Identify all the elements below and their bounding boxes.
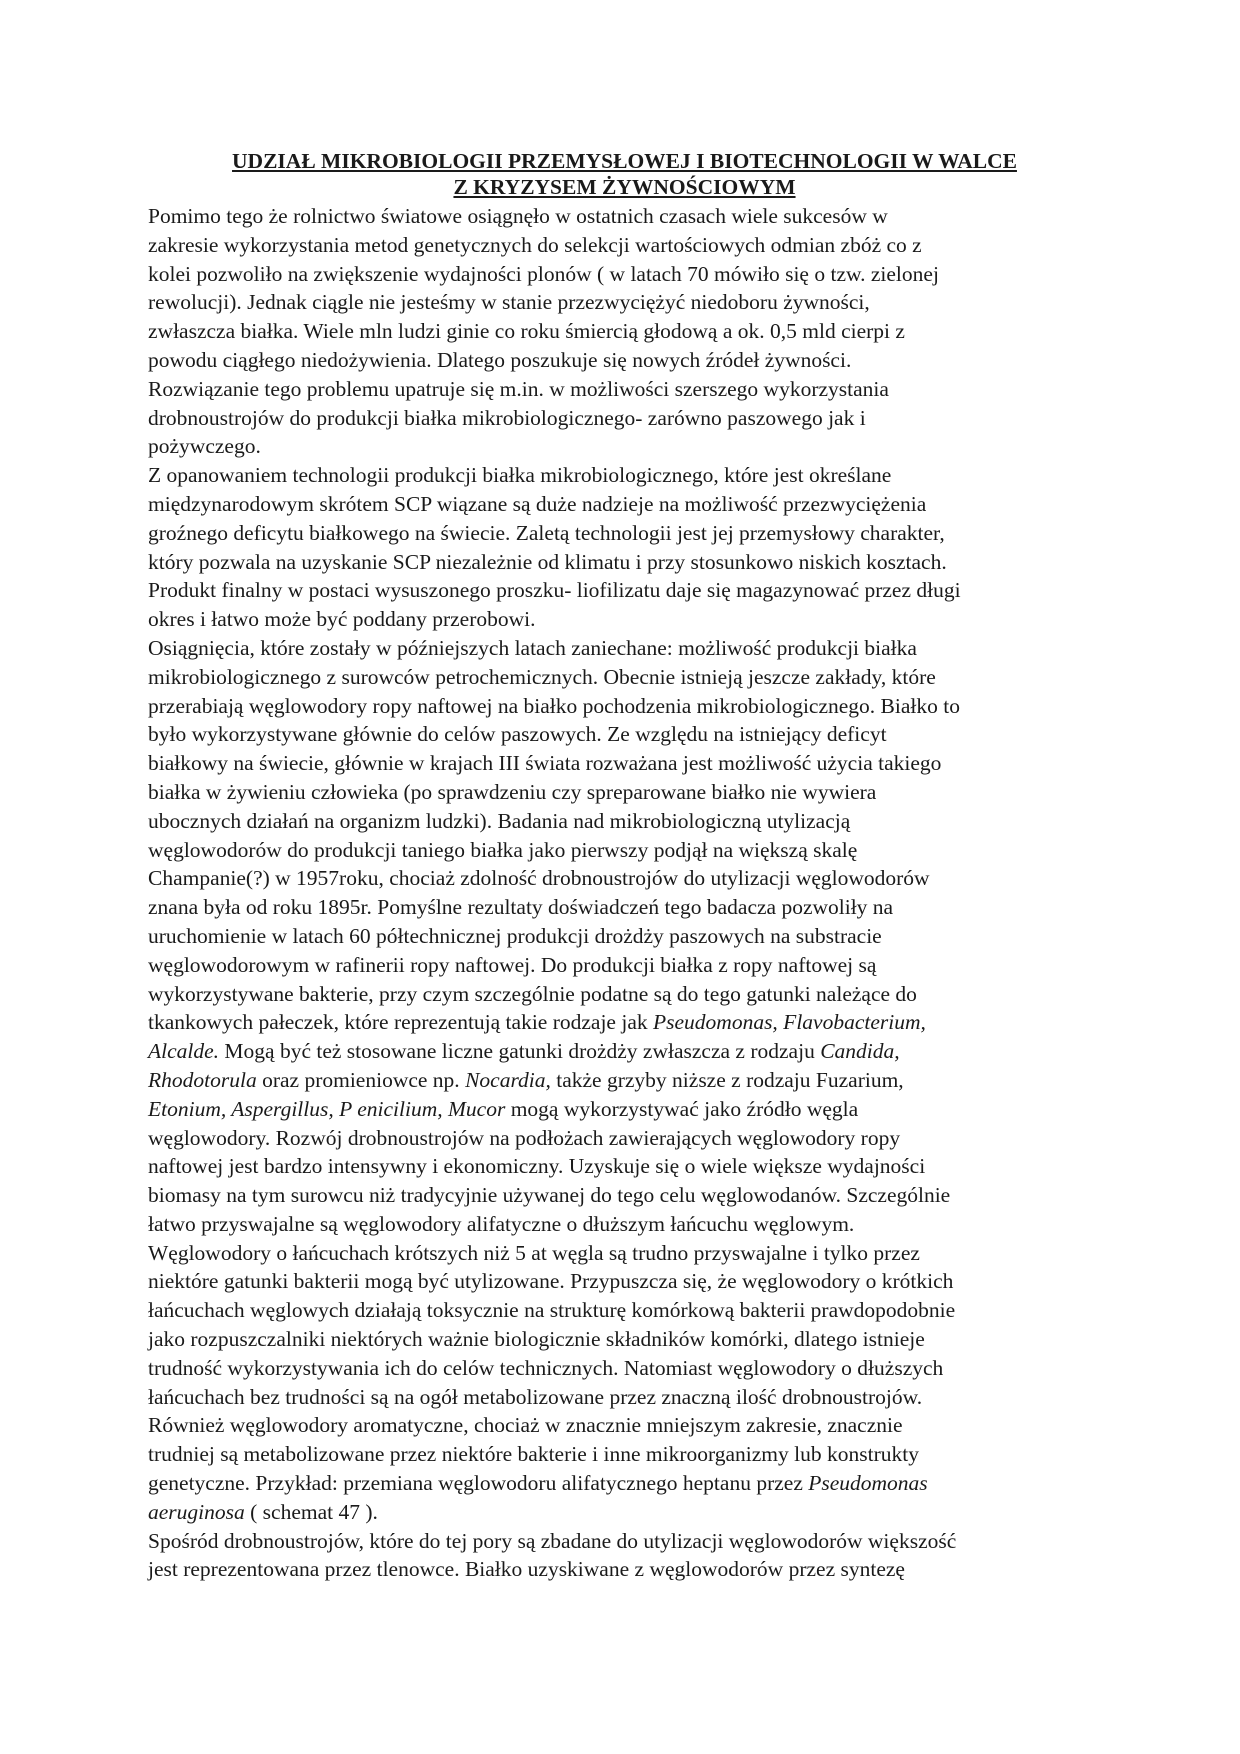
text-line: węglowodory. Rozwój drobnoustrojów na podłożach zawierających węglowodory ropy [148,1125,901,1150]
text-line: mikrobiologicznego z surowców petrochemicznych. Obecnie istnieją jeszcze zakłady, które [148,664,936,689]
text-line: jako rozpuszczalniki niektórych ważnie biologicznie składników komórki, dlatego istnieje [148,1327,925,1352]
text-line: przerabiają węglowodory ropy naftowej na białko pochodzenia mikrobiologicznego. Białko to [148,693,960,718]
text-line: ubocznych działań na organizm ludzki). Badania nad mikrobiologiczną utylizacją [148,808,851,833]
paragraph-3 [148,634,1093,1527]
species-name: Rhodotorula [148,1067,257,1092]
text-line: trudniej są metabolizowane przez niektóre bakterie i inne mikroorganizmy lub konstrukty [148,1442,919,1467]
text-line [148,1008,1093,1037]
text-line: Węglowodory o łańcuchach krótszych niż 5 at węgla są trudno przyswajalne i tylko przez [148,1240,920,1265]
text-run: oraz promieniowce np. [256,1067,466,1092]
text-line: węglowodorów do produkcji taniego białka jako pierwszy podjął na większą skalę [148,837,858,862]
text-line: wykorzystywane bakterie, przy czym szczególnie podatne są do tego gatunki należące do [148,981,917,1006]
text-line: Spośród drobnoustrojów, które do tej pory są zbadane do utylizacji węglowodorów większość [148,1528,957,1553]
text-run: także grzyby niższe z rodzaju Fuzarium, [550,1067,904,1092]
species-name: Candida, [820,1039,900,1064]
text-line: Pomimo tego że rolnictwo światowe osiągnęło w ostatnich czasach wiele sukcesów w [148,204,888,228]
species-name: Alcalde. [148,1039,220,1064]
species-name: Etonium, Aspergillus, P enicilium, Mucor [148,1096,506,1121]
paragraph-4 [148,1527,1093,1585]
species-name: Pseudomonas, Flavobacterium, [653,1010,926,1035]
paragraph-1 [148,202,1093,461]
text-line: Osiągnięcia, które zostały w późniejszych latach zaniechane: możliwość produkcji białka [148,635,917,660]
species-name: Pseudomonas [808,1471,928,1496]
text-line: łańcuchach węglowych działają toksycznie na strukturę komórkową bakterii prawdopodobnie [148,1298,956,1323]
text-line: łańcuchach bez trudności są na ogół metabolizowane przez znaczną ilość drobnoustrojów. [148,1384,923,1409]
text-line: zwłaszcza białka. Wiele mln ludzi ginie co roku śmiercią głodową a ok. 0,5 mld cierpi z [148,319,905,344]
text-line [148,1037,1093,1066]
text-line: okres i łatwo może być poddany przerobowi. [148,607,536,632]
text-line [148,1095,1093,1124]
text-line: pożywczego. [148,434,261,459]
text-line: międzynarodowym skrótem SCP wiązane są duże nadzieje na możliwość przezwyciężenia [148,491,927,516]
text-line: Champanie(?) w 1957roku, chociaż zdolność drobnoustrojów do utylizacji węglowodorów [148,866,930,891]
text-line: łatwo przyswajalne są węglowodory alifatyczne o dłuższym łańcuchu węglowym. [148,1211,855,1236]
text-line: było wykorzystywane głównie do celów paszowych. Ze względu na istniejący deficyt [148,722,887,747]
text-line: biomasy na tym surowcu niż tradycyjnie używanej do tego celu węglowodanów. Szczególnie [148,1183,951,1208]
text-run: genetyczne. Przykład: przemiana węglowodoru alifatycznego heptanu przez [148,1471,809,1496]
text-line: białkowy na świecie, głównie w krajach III świata rozważana jest możliwość użycia takiego [148,751,942,776]
text-line: Z opanowaniem technologii produkcji białka mikrobiologicznego, które jest określane [148,463,892,488]
text-run: tkankowych pałeczek, które reprezentują takie rodzaje jak [148,1010,653,1035]
text-line: Produkt finalny w postaci wysuszonego proszku- liofilizatu daje się magazynować przez długi [148,578,961,603]
text-line: groźnego deficytu białkowego na świecie. Zaletą technologii jest jej przemysłowy charakter, [148,520,945,545]
text-line: Również węglowodory aromatyczne, chociaż w znacznie mniejszym zakresie, znacznie [148,1413,903,1438]
text-line: trudność wykorzystywania ich do celów technicznych. Natomiast węglowodory o dłuższych [148,1355,944,1380]
text-line: białka w żywieniu człowieka (po sprawdzeniu czy spreparowane białko nie wywiera [148,779,877,804]
text-line: rewolucji). Jednak ciągle nie jesteśmy w stanie przezwyciężyć niedoboru żywności, [148,290,870,315]
species-name: aeruginosa [148,1499,245,1524]
text-line: drobnoustrojów do produkcji białka mikrobiologicznego- zarówno paszowego jak i [148,405,866,430]
text-line: który pozwala na uzyskanie SCP niezależnie od klimatu i przy stosunkowo niskich kosztach. [148,549,947,574]
paragraph-2 [148,461,1093,634]
text-line: kolei pozwoliło na zwiększenie wydajności plonów ( w latach 70 mówiło się o tzw. zielonej [148,261,939,286]
text-line: jest reprezentowana przez tlenowce. Białko uzyskiwane z węglowodorów przez syntezę [148,1557,905,1582]
title-line-2: Z KRYZYSEM ŻYWNOŚCIOWYM [453,175,796,199]
title-line-1: UDZIAŁ MIKROBIOLOGII PRZEMYSŁOWEJ I BIOTECHNOLOGII W WALCE [232,149,1017,173]
text-line: niektóre gatunki bakterii mogą być utylizowane. Przypuszcza się, że węglowodory o krótkich [148,1269,954,1294]
document-title [148,148,1093,200]
text-line: uruchomienie w latach 60 półtechnicznej produkcji drożdży paszowych na substracie [148,923,882,948]
species-name: Nocardia, [465,1067,551,1092]
text-line: znana była od roku 1895r. Pomyślne rezultaty doświadczeń tego badacza pozwoliły na [148,895,894,920]
document-body [148,148,1093,1584]
text-line [148,1469,1093,1498]
text-line [148,1498,1093,1527]
text-run: mogą wykorzystywać jako źródło węgla [505,1096,859,1121]
text-run: ( schemat 47 ). [244,1499,378,1524]
text-run: Mogą być też stosowane liczne gatunki drożdży zwłaszcza z rodzaju [219,1039,821,1064]
text-line: węglowodorowym w rafinerii ropy naftowej. Do produkcji białka z ropy naftowej są [148,952,877,977]
text-line: zakresie wykorzystania metod genetycznych do selekcji wartościowych odmian zbóż co z [148,232,922,257]
text-line [148,1066,1093,1095]
text-line: naftowej jest bardzo intensywny i ekonomiczny. Uzyskuje się o wiele większe wydajności [148,1154,926,1179]
text-line: Rozwiązanie tego problemu upatruje się m.in. w możliwości szerszego wykorzystania [148,376,889,401]
text-line: powodu ciągłego niedożywienia. Dlatego poszukuje się nowych źródeł żywności. [148,347,852,372]
